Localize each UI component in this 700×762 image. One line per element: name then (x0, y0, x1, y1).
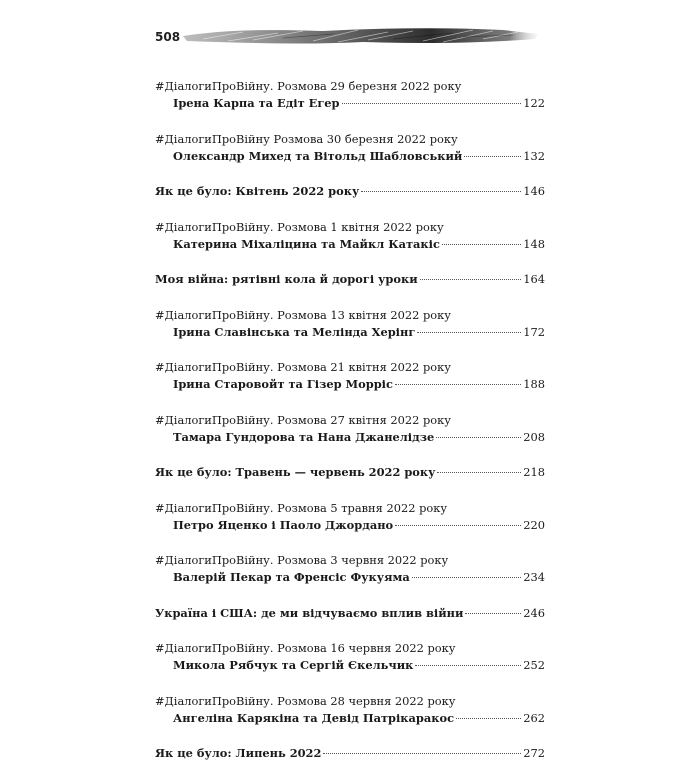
table-of-contents (155, 78, 545, 762)
toc-entry-line (155, 324, 545, 341)
toc-entry-title: Петро Яценко і Паоло Джордано (173, 517, 394, 532)
toc-entry-line (155, 517, 545, 534)
dot-leader (415, 665, 521, 666)
toc-entry (155, 552, 545, 586)
toc-entry-line (155, 148, 545, 165)
toc-entry (155, 78, 545, 112)
toc-entry (155, 745, 545, 762)
toc-entry-title: Ірена Карпа та Едіт Егер (173, 96, 340, 110)
toc-entry (155, 271, 545, 288)
toc-entry-overline: #ДіалогиПроВійну. Розмова 3 червня 2022 року (155, 553, 449, 567)
toc-entry-line (155, 569, 545, 586)
toc-entry-title: Як це було: Квітень 2022 року (155, 184, 360, 198)
toc-entry-overline: #ДіалогиПроВійну. Розмова 21 квітня 2022 року (155, 360, 451, 374)
toc-entry-page-number: 234 (523, 570, 545, 584)
toc-entry (155, 693, 545, 727)
toc-entry-line (155, 236, 545, 253)
toc-entry-title: Як це було: Травень — червень 2022 року (155, 465, 436, 479)
toc-entry-title: Катерина Міхаліцина та Майкл Катакіс (173, 236, 440, 251)
dot-leader (420, 279, 522, 280)
toc-entry-page-number: 252 (523, 658, 545, 672)
toc-entry-title: Тамара Гундорова та Нана Джанелідзе (173, 429, 435, 444)
dot-leader (412, 577, 521, 578)
dot-leader (436, 437, 521, 438)
toc-entry (155, 219, 545, 253)
toc-entry-title: Ангеліна Карякіна та Девід Патрікаракос (173, 710, 455, 725)
toc-entry-page-number: 218 (523, 465, 545, 479)
toc-entry (155, 359, 545, 393)
toc-entry-line (155, 376, 545, 393)
toc-entry-title: Моя війна: рятівні кола й дорогі уроки (155, 272, 418, 286)
toc-entry-line (155, 605, 545, 622)
toc-entry-page-number: 262 (523, 710, 545, 725)
dot-leader (417, 332, 521, 333)
toc-entry (155, 500, 545, 534)
toc-entry (155, 131, 545, 165)
toc-entry-line (155, 745, 545, 762)
toc-entry (155, 412, 545, 446)
toc-entry-page-number: 148 (523, 236, 545, 251)
toc-entry-page-number: 272 (523, 746, 545, 760)
toc-entry-line (155, 710, 545, 727)
toc-entry-title: Валерій Пекар та Френсіс Фукуяма (173, 570, 410, 584)
dot-leader (342, 103, 522, 104)
toc-entry-page-number: 132 (523, 148, 545, 163)
toc-entry (155, 605, 545, 622)
dot-leader (395, 384, 521, 385)
toc-entry-line (155, 429, 545, 446)
toc-entry-page-number: 164 (523, 272, 545, 286)
toc-entry-overline: #ДіалогиПроВійну. Розмова 28 червня 2022 року (155, 693, 456, 708)
toc-entry-page-number: 220 (523, 517, 545, 532)
toc-entry-title: Ірина Славінська та Меліндa Херінг (173, 324, 416, 339)
toc-entry (155, 307, 545, 341)
toc-entry-overline: #ДіалогиПроВійну. Розмова 1 квітня 2022 року (155, 219, 444, 234)
toc-entry-page-number: 188 (523, 377, 545, 391)
toc-entry-overline: #ДіалогиПроВійну. Розмова 27 квітня 2022 року (155, 412, 451, 427)
toc-entry-overline: #ДіалогиПроВійну. Розмова 29 березня 2022 року (155, 79, 462, 93)
dot-leader (323, 753, 521, 754)
dot-leader (442, 244, 521, 245)
toc-entry-title: Олександр Михед та Вітольд Шабловський (173, 148, 463, 163)
toc-entry-line (155, 95, 545, 112)
brush-stroke-header-decoration (183, 26, 538, 46)
toc-entry-page-number: 146 (523, 184, 545, 198)
toc-entry-line (155, 183, 545, 200)
toc-entry-overline: #ДіалогиПроВійну Розмова 30 березня 2022 року (155, 131, 458, 146)
toc-entry-page-number: 172 (523, 324, 545, 339)
toc-entry-line (155, 271, 545, 288)
toc-entry-title: Микола Рябчук та Сергій Єкельчик (173, 658, 414, 672)
toc-entry-overline: #ДіалогиПроВійну. Розмова 5 травня 2022 року (155, 500, 448, 515)
toc-entry-overline: #ДіалогиПроВійну. Розмова 16 червня 2022 року (155, 641, 456, 655)
dot-leader (361, 191, 521, 192)
toc-entry (155, 640, 545, 674)
dot-leader (456, 718, 521, 719)
toc-entry-title: Ірина Старовойт та Гізер Морріс (173, 377, 393, 391)
dot-leader (464, 156, 521, 157)
dot-leader (465, 613, 521, 614)
toc-entry-page-number: 122 (523, 96, 545, 110)
toc-entry-line (155, 657, 545, 674)
page-number: 508 (155, 30, 181, 44)
toc-entry-overline: #ДіалогиПроВійну. Розмова 13 квітня 2022 року (155, 307, 451, 322)
toc-entry (155, 464, 545, 481)
toc-entry-line (155, 464, 545, 481)
toc-entry (155, 183, 545, 200)
toc-entry-title: Як це було: Липень 2022 (155, 746, 322, 760)
dot-leader (437, 472, 521, 473)
toc-entry-page-number: 246 (523, 605, 545, 620)
dot-leader (395, 525, 521, 526)
toc-entry-page-number: 208 (523, 429, 545, 444)
toc-entry-title: Україна і США: де ми відчуваємо вплив війни (155, 605, 464, 620)
